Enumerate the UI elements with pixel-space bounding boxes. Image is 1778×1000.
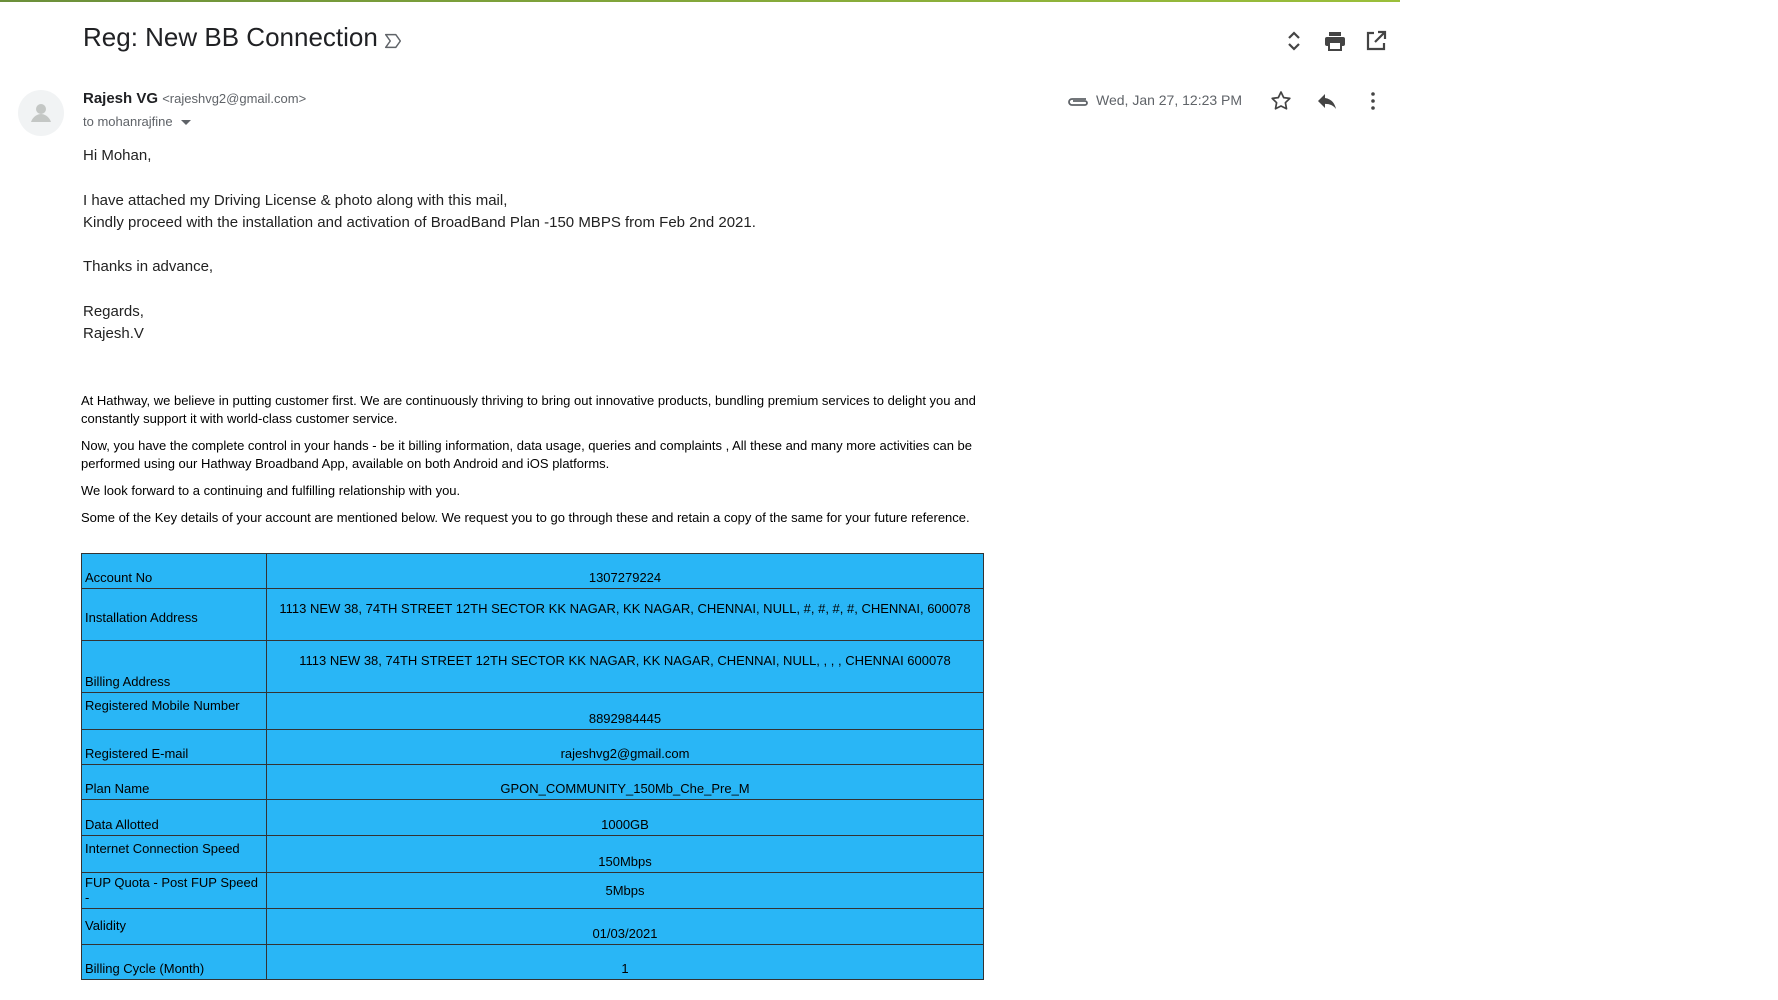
table-row	[82, 693, 984, 730]
row-label: Billing Address	[82, 641, 267, 693]
table-row	[82, 554, 984, 589]
row-value: 8892984445	[267, 693, 984, 730]
table-row	[82, 836, 984, 873]
row-value: 1	[267, 945, 984, 980]
top-accent-bar	[0, 0, 1400, 2]
sender-email: <rajeshvg2@gmail.com>	[162, 91, 307, 106]
row-value: 5Mbps	[267, 873, 984, 909]
row-value: 01/03/2021	[267, 909, 984, 945]
hathway-paragraph-3: We look forward to a continuing and fulfilling relationship with you.	[81, 483, 461, 498]
row-label: Data Allotted	[82, 800, 267, 836]
signature: Rajesh.V	[83, 325, 144, 342]
email-subject: Reg: New BB Connection	[83, 22, 378, 52]
person-icon	[18, 90, 64, 136]
recipient-text: to mohanrajfine	[83, 114, 173, 129]
row-label: Installation Address	[82, 589, 267, 641]
body-line-2: Kindly proceed with the installation and activation of BroadBand Plan -150 MBPS from Feb 2nd 2021.	[83, 214, 756, 231]
star-icon[interactable]	[1269, 89, 1293, 113]
recipient-line	[83, 114, 191, 129]
table-row	[82, 945, 984, 980]
account-details-table	[81, 553, 984, 980]
table-row	[82, 730, 984, 765]
row-value: 1000GB	[267, 800, 984, 836]
reply-icon[interactable]	[1315, 89, 1339, 113]
row-label: Internet Connection Speed	[82, 836, 267, 873]
unfold-icon[interactable]	[1282, 29, 1306, 53]
show-details-dropdown[interactable]	[181, 120, 191, 125]
regards-line: Regards,	[83, 303, 144, 320]
thanks-line: Thanks in advance,	[83, 258, 214, 275]
table-row	[82, 909, 984, 945]
hathway-paragraph-1: At Hathway, we believe in putting customer first. We are continuously thriving to bring out innovative products, bundling premium services to delight you and constantly support it with world-class customer service.	[81, 393, 976, 426]
table-row	[82, 873, 984, 909]
row-label: FUP Quota - Post FUP Speed -	[82, 873, 267, 909]
row-label: Billing Cycle (Month)	[82, 945, 267, 980]
body-line-1: I have attached my Driving License & photo along with this mail,	[83, 192, 508, 209]
table-row	[82, 641, 984, 693]
row-label: Registered E-mail	[82, 730, 267, 765]
paperclip-icon	[1066, 92, 1090, 106]
label-important-icon[interactable]	[382, 30, 404, 52]
sender-name[interactable]: Rajesh VG	[83, 90, 159, 107]
avatar[interactable]	[18, 90, 64, 136]
row-value: 150Mbps	[267, 836, 984, 873]
row-value: 1113 NEW 38, 74TH STREET 12TH SECTOR KK NAGAR, KK NAGAR, CHENNAI, NULL, #, #, #, #, CHENNAI, 600078	[267, 589, 984, 641]
row-label: Account No	[82, 554, 267, 589]
open-in-new-icon[interactable]	[1364, 29, 1388, 53]
table-row	[82, 589, 984, 641]
table-row	[82, 800, 984, 836]
table-row	[82, 765, 984, 800]
row-label: Validity	[82, 909, 267, 945]
sender	[83, 90, 306, 107]
more-vert-icon[interactable]	[1361, 89, 1385, 113]
print-icon[interactable]	[1323, 29, 1347, 53]
greeting: Hi Mohan,	[83, 147, 152, 164]
row-label: Registered Mobile Number	[82, 693, 267, 730]
row-value: 1307279224	[267, 554, 984, 589]
hathway-paragraph-4: Some of the Key details of your account are mentioned below. We request you to go through these and retain a copy of the same for your future reference.	[81, 510, 970, 525]
row-label: Plan Name	[82, 765, 267, 800]
row-value: GPON_COMMUNITY_150Mb_Che_Pre_M	[267, 765, 984, 800]
row-value: 1113 NEW 38, 74TH STREET 12TH SECTOR KK NAGAR, KK NAGAR, CHENNAI, NULL, , , , CHENNAI 600078	[267, 641, 984, 693]
email-date: Wed, Jan 27, 12:23 PM	[1096, 92, 1243, 108]
hathway-paragraph-2: Now, you have the complete control in your hands - be it billing information, data usage, queries and complaints , All these and many more activities can be performed using our Hathway Broadband App, available on both Android and iOS platforms.	[81, 438, 972, 471]
row-value: rajeshvg2@gmail.com	[267, 730, 984, 765]
